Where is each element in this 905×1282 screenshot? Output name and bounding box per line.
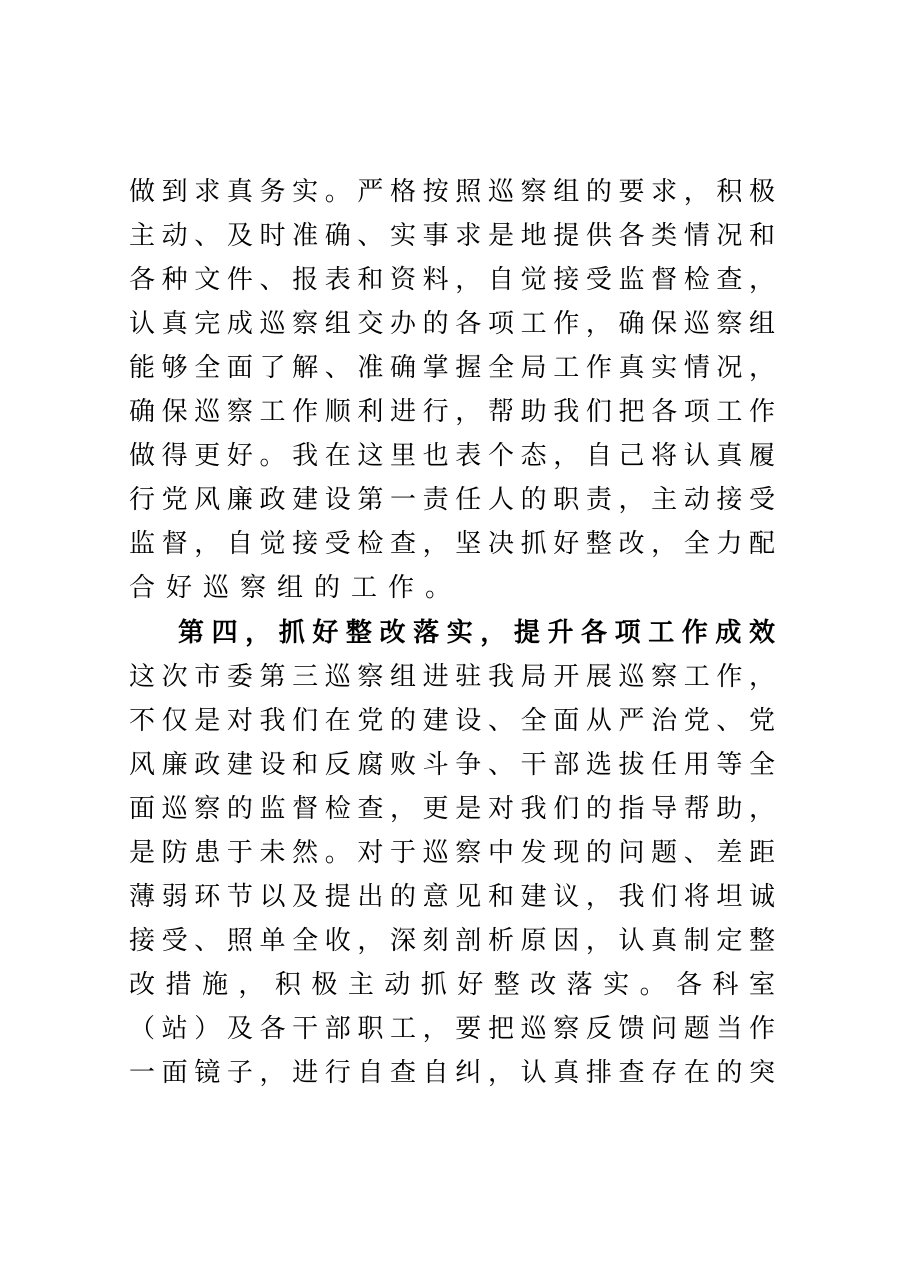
text-line: 行党风廉政建设第一责任人的职责，主动接受	[129, 485, 775, 515]
text-line: 风廉政建设和反腐败斗争、干部选拔任用等全	[129, 750, 775, 780]
text-line: 做得更好。我在这里也表个态，自己将认真履	[129, 441, 775, 471]
text-line: 确保巡察工作顺利进行，帮助我们把各项工作	[129, 397, 775, 427]
text-line: 是防患于未然。对于巡察中发现的问题、差距	[129, 838, 775, 868]
text-line: 改措施，积极主动抓好整改落实。各科室	[129, 970, 775, 1000]
text-line: 一面镜子，进行自查自纠，认真排查存在的突	[129, 1058, 775, 1088]
text-line: 薄弱环节以及提出的意见和建议，我们将坦诚	[129, 882, 775, 912]
text-line: 这次市委第三巡察组进驻我局开展巡察工作，	[129, 662, 775, 692]
text-line: 各种文件、报表和资料，自觉接受监督检查，	[129, 265, 775, 295]
text-line: 接受、照单全收，深刻剖析原因，认真制定整	[129, 926, 775, 956]
text-line: 合好巡察组的工作。	[129, 573, 463, 603]
text-line: （站）及各干部职工，要把巡察反馈问题当作	[129, 1014, 775, 1044]
text-line: 监督，自觉接受检查，坚决抓好整改，全力配	[129, 529, 775, 559]
text-line: 面巡察的监督检查，更是对我们的指导帮助，	[129, 794, 775, 824]
section-heading: 第四，抓好整改落实，提升各项工作成效	[178, 618, 775, 648]
text-line: 做到求真务实。严格按照巡察组的要求，积极	[129, 177, 775, 207]
text-line: 认真完成巡察组交办的各项工作，确保巡察组	[129, 309, 775, 339]
text-line: 能够全面了解、准确掌握全局工作真实情况，	[129, 353, 775, 383]
text-line: 不仅是对我们在党的建设、全面从严治党、党	[129, 706, 775, 736]
text-line: 主动、及时准确、实事求是地提供各类情况和	[129, 221, 775, 251]
